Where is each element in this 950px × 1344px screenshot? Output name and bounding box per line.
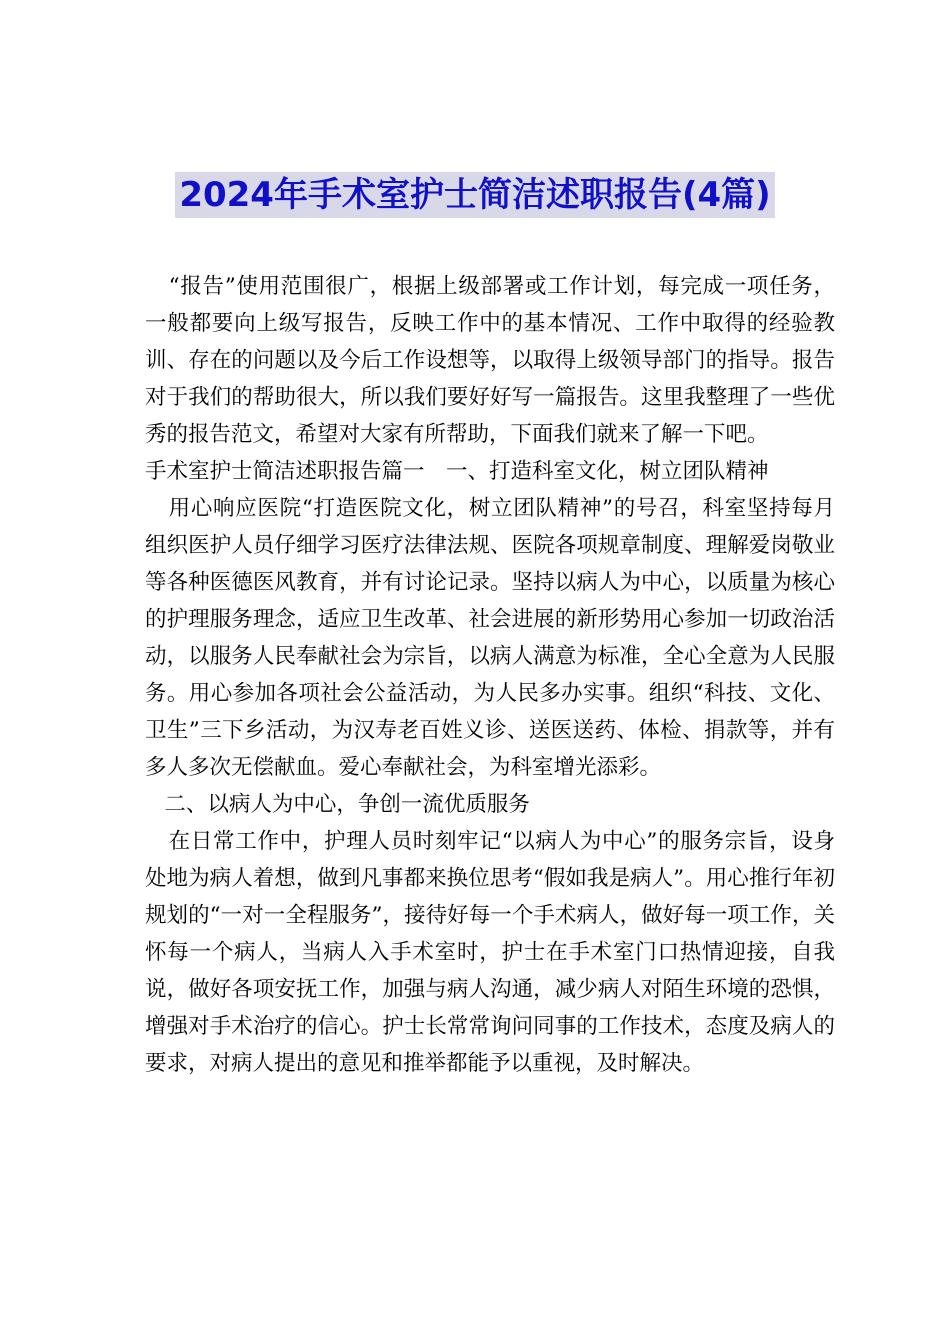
section-two-heading: 二、以病人为中心，争创一流优质服务 <box>164 792 530 817</box>
intro-paragraph: “报告”使用范围很广，根据上级部署或工作计划，每完成一项任务，一般都要向上级写报告，反映工作中的基本情况、工作中取得的经验教训、存在的问题以及今后工作设想等，以取得上级领导部门的指导。报告对于我们的帮助很大，所以我们要好好写一篇报告。这里我整理了一些优秀的报告范文，希望对大家有所帮助，下面我们就来了解一下吧。 <box>145 274 835 447</box>
title-container <box>0 172 950 218</box>
section-one-paragraph: 用心响应医院“打造医院文化，树立团队精神”的号召，科室坚持每月组织医护人员仔细学习医疗法律法规、医院各项规章制度、理解爱岗敬业等各种医德医风教育，并有讨论记录。坚持以病人为中心，以质量为核心的护理服务理念，适应卫生改革、社会进展的新形势用心参加一切政治活动，以服务人民奉献社会为宗旨，以病人满意为标准，全心全意为人民服务。用心参加各项社会公益活动，为人民多办实事。组织“科技、文化、卫生”三下乡活动，为汉寿老百姓义诊、送医送药、体检、捐款等，并有多人多次无偿献血。爱心奉献社会，为科室增光添彩。 <box>145 496 835 780</box>
document-body <box>145 268 835 1082</box>
section-one-heading: 手术室护士简洁述职报告篇一 一、打造科室文化，树立团队精神 <box>145 459 769 484</box>
section-two-paragraph: 在日常工作中，护理人员时刻牢记“以病人为中心”的服务宗旨，设身处地为病人着想，做到凡事都来换位思考“假如我是病人”。用心推行年初规划的“一对一全程服务”，接待好每一个手术病人，做好每一项工作，关怀每一个病人，当病人入手术室时，护士在手术室门口热情迎接，自我说，做好各项安抚工作，加强与病人沟通，减少病人对陌生环境的恐惧，增强对手术治疗的信心。护士长常常询问同事的工作技术，态度及病人的要求，对病人提出的意见和推举都能予以重视，及时解决。 <box>145 829 835 1076</box>
document-title: 2024年手术室护士简洁述职报告(4篇) <box>175 172 774 218</box>
